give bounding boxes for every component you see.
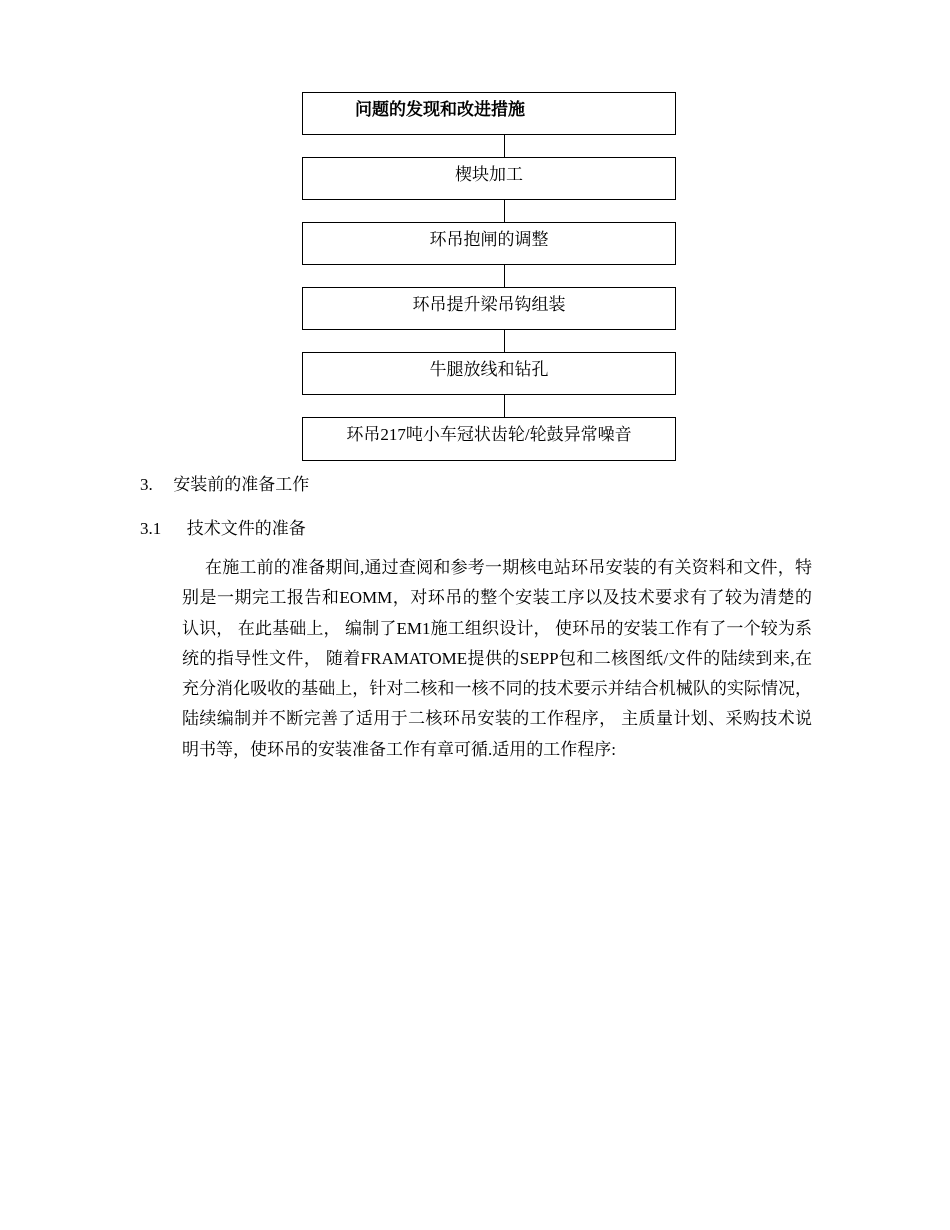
flow-step-6: 环吊217吨小车冠状齿轮/轮鼓异常噪音 [302,417,676,461]
body-paragraph: 在施工前的准备期间,通过查阅和参考一期核电站环吊安装的有关资料和文件，特别是一期完工报告和EOMM，对环吊的整个安装工序以及技术要求有了较为清楚的认识， 在此基础上， 编制了EM1施工组织设计， 使环吊的安装工作有了一个较为系统的指导性文件， 随着FRAMATOME提供的SEPP包和二核图纸/文件的陆续到来,在充分消化吸收的基础上，针对二核和一核不同的技术要示并结合机械队的实际情况，陆续编制并不断完善了适用于二核环吊安装的工作程序， 主质量计划、采购技术说明书等，使环吊的安装准备工作有章可循.适用的工作程序: [182,558,812,759]
flow-step-1: 问题的发现和改进措施 [302,92,676,135]
flow-connector [504,200,505,222]
flow-step-5: 牛腿放线和钻孔 [302,352,676,395]
section-3-1-title: 技术文件的准备 [186,519,306,538]
flow-connector [504,395,505,417]
section-3-number: 3. [140,475,153,494]
flowchart [302,92,676,461]
section-3-title: 安装前的准备工作 [173,475,310,494]
flow-connector [504,265,505,287]
flow-step-4: 环吊提升梁吊钩组装 [302,287,676,330]
flow-connector [504,330,505,352]
section-3-heading [140,470,309,495]
flow-step-2: 楔块加工 [302,157,676,200]
section-3-1-number: 3.1 [140,519,162,538]
section-3-1-heading [140,514,306,539]
flow-connector [504,135,505,157]
flow-step-3: 环吊抱闸的调整 [302,222,676,265]
